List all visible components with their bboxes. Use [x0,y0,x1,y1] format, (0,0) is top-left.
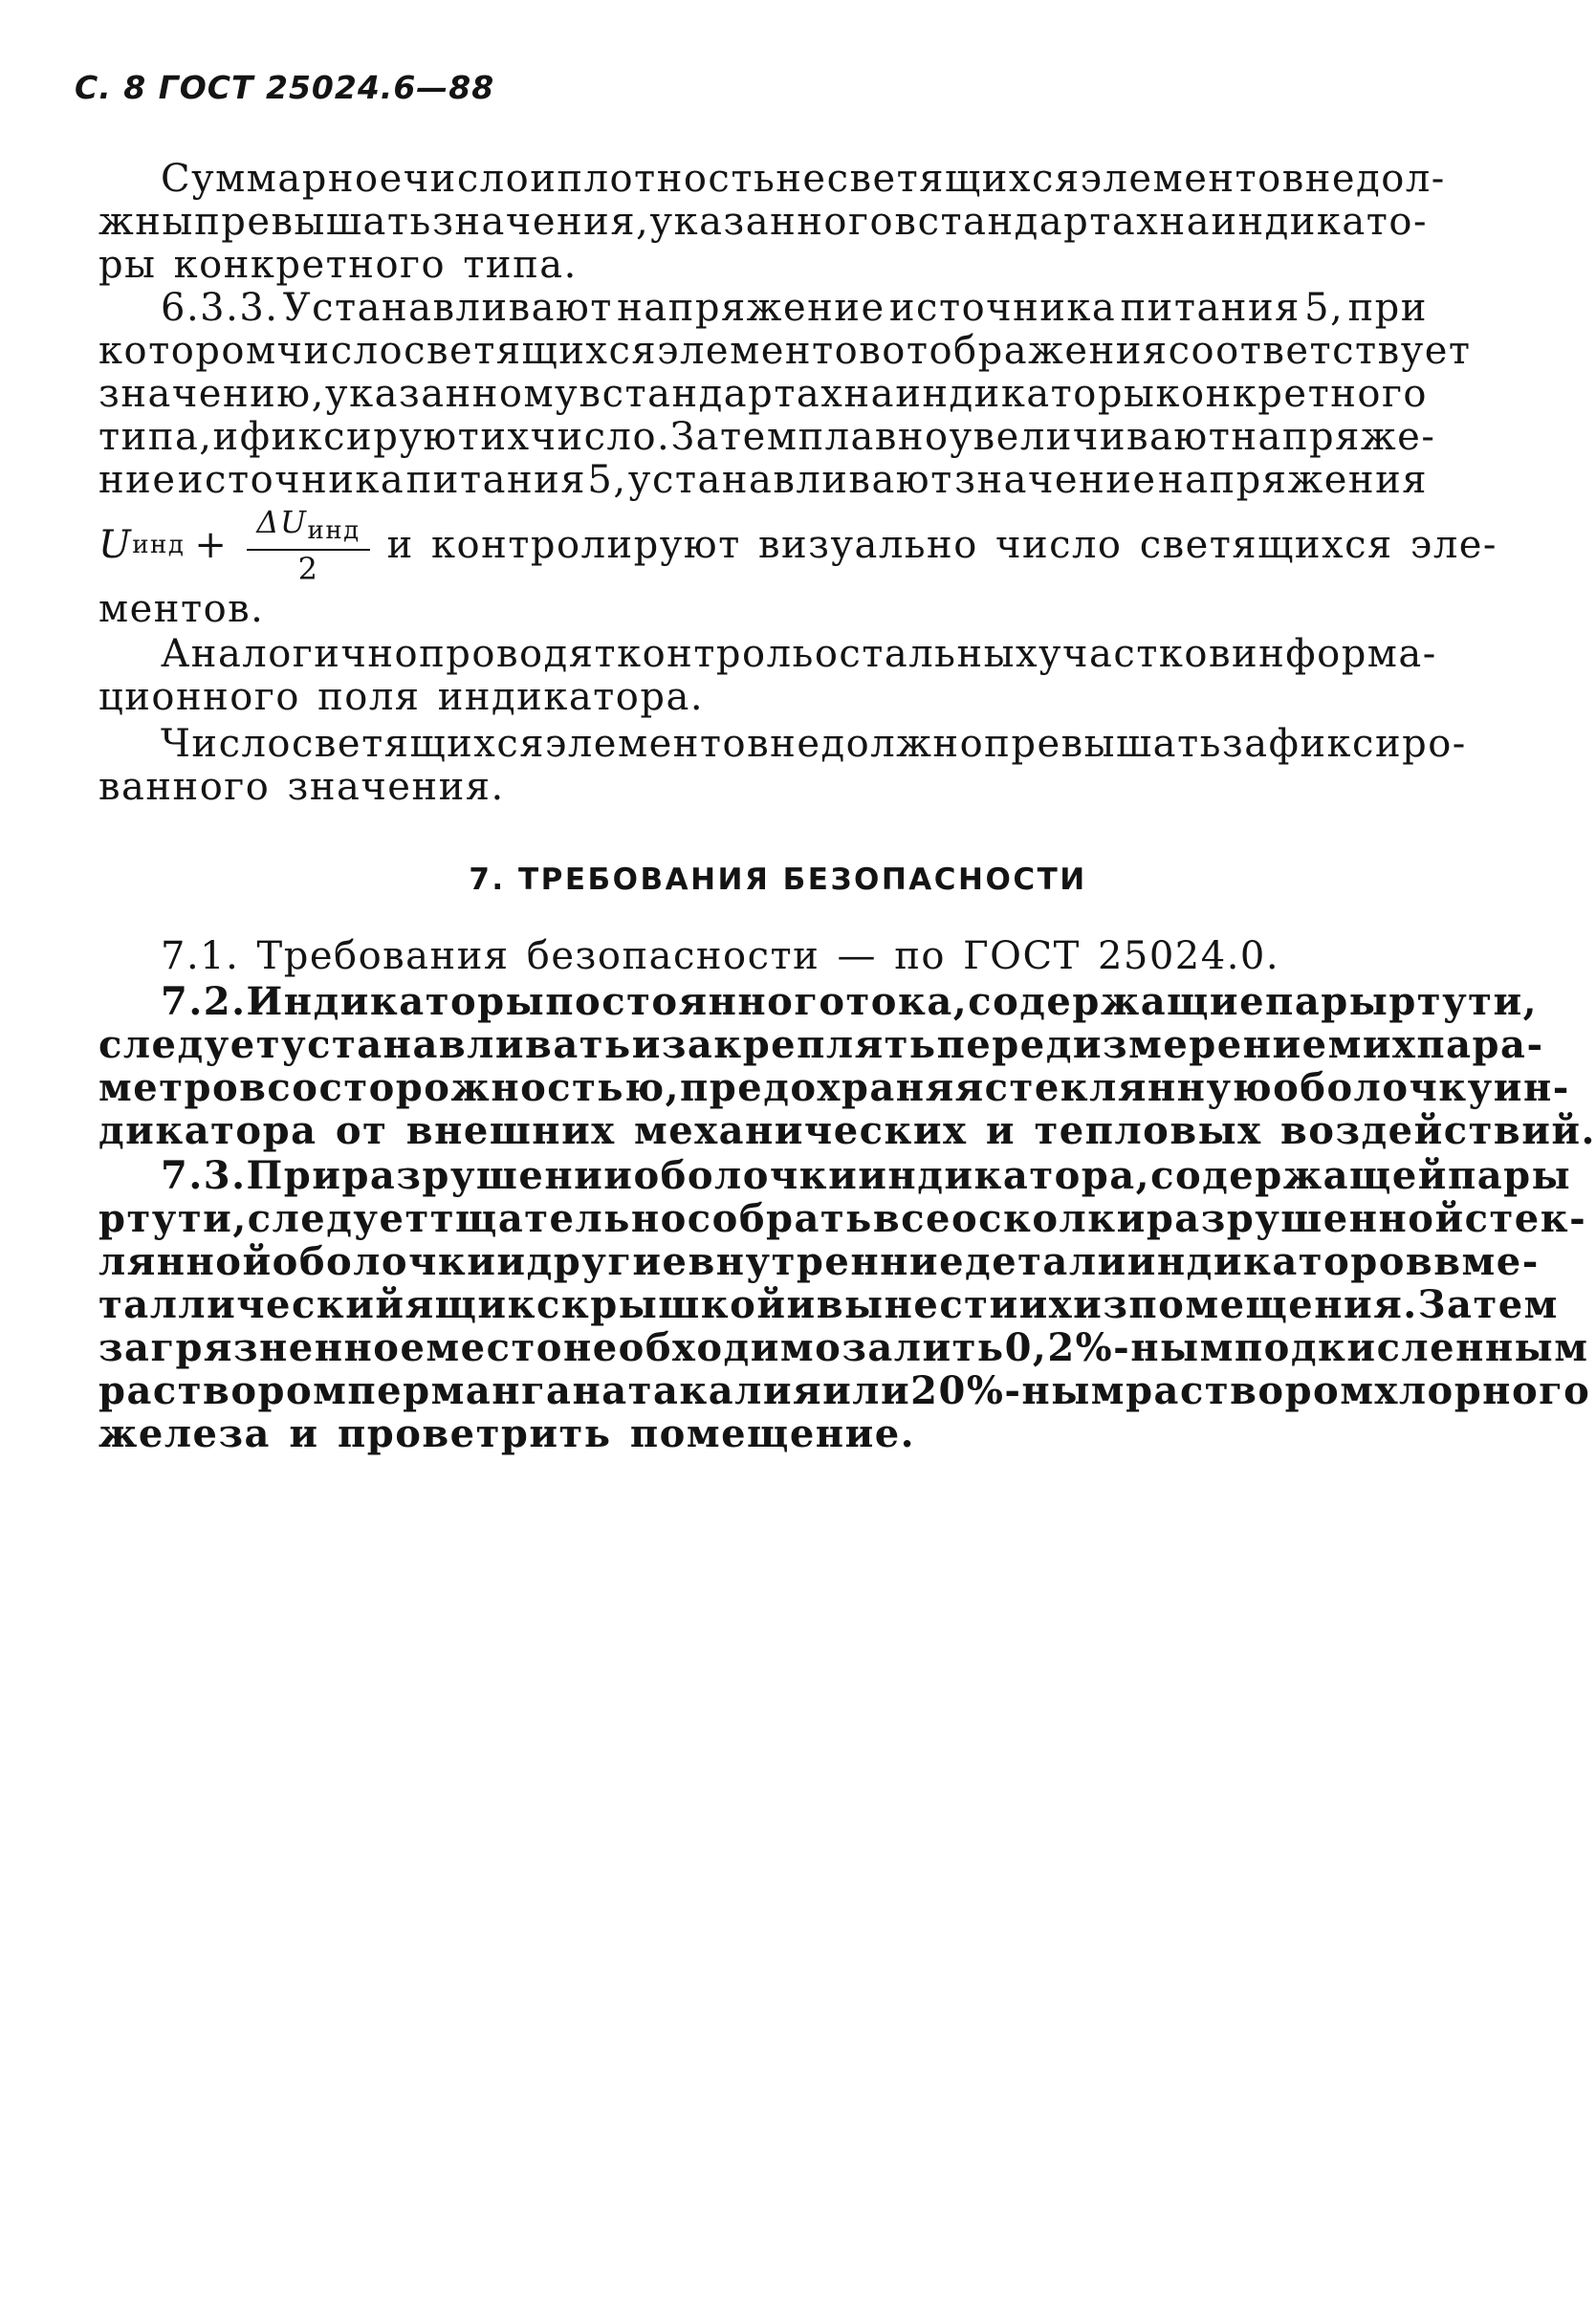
word: проводят [419,632,618,676]
word: разрушенной [1146,1196,1465,1241]
word: раствором [98,1368,348,1413]
word: в [579,372,602,416]
paragraph-7-2 [98,979,1596,1153]
text-line [98,201,1428,244]
text-line [98,1153,1572,1198]
formula-tail-text: и контролируют визуально число светящихся эле- [386,522,1498,567]
word: оболочки [272,1239,497,1284]
word: подкисленным [1234,1325,1589,1370]
formula-u: U [98,522,133,567]
text-line: ванного значения. [98,765,505,809]
word: Индикаторы [246,979,546,1024]
word: или [822,1368,911,1413]
formula-numerator [247,503,369,551]
formula [98,503,387,587]
formula-numerator-text: ΔU [256,503,308,540]
word: Устанавливают [282,286,613,330]
word: светящихся [404,329,658,373]
text-line [98,1239,1540,1284]
word: типа, [98,415,213,459]
word: 7.3. [161,1153,247,1198]
word: индикаторов [1126,1239,1434,1284]
word: 5, [1304,286,1345,330]
word: стек- [1464,1196,1587,1241]
word: следует [98,1022,282,1067]
text-line [98,1022,1544,1067]
word: их [1362,1022,1417,1067]
text-line [98,1065,1570,1110]
word: устанавливают [627,458,953,502]
word: помещения. [1128,1282,1418,1327]
word: конкретного [1155,372,1428,416]
text-line [98,1282,1559,1327]
formula-plus: + [194,522,229,567]
word: не [1304,157,1357,201]
word: Аналогично [161,632,420,676]
word: и [212,415,240,459]
word: пары [1447,1153,1572,1198]
word: стандартах [601,372,844,416]
word: источника [888,286,1117,330]
word: в [894,200,918,244]
word: ние [98,458,177,502]
word: и [631,1022,662,1067]
word: превышать [194,200,432,244]
word: из [1073,1282,1129,1327]
word: с [536,1282,561,1327]
word: фиксируют [239,415,481,459]
text-line [98,157,1446,201]
text-line [98,287,1428,330]
word: закреплять [661,1022,937,1067]
text-line [98,415,1436,459]
word: жны [98,200,194,244]
word: не [770,722,821,766]
formula-fraction [247,503,369,587]
word: лянной [98,1239,273,1284]
word: ртути, [1388,979,1539,1024]
word: участков [1038,632,1232,676]
paragraph-6-3-3 [98,286,1498,631]
word: остальных [814,632,1039,676]
word: превышать [984,722,1222,766]
word: контроль [617,632,815,676]
paragraph-7-1 [98,935,1428,978]
word: Число [161,722,292,766]
word: метров [98,1065,268,1110]
word: плавно [798,415,950,459]
word: пара- [1416,1022,1544,1067]
page-header: С. 8 ГОСТ 25024.6—88 [75,69,495,106]
text-line [98,329,1472,373]
word: содержащей [1150,1153,1448,1198]
word: ртути, [98,1196,248,1241]
word: внутренние [688,1239,966,1284]
word: напряжения [1157,458,1428,502]
word: элементов [544,722,771,766]
text-line [98,979,1539,1024]
word: залить [842,1325,1005,1370]
text-line [98,459,1428,502]
word: стеклянную [984,1065,1274,1110]
text-line [98,373,1428,416]
word: калия [679,1368,823,1413]
section-title: 7. ТРЕБОВАНИЯ БЕЗОПАСНОСТИ [469,862,1087,897]
word: 0,2%-ным [1004,1325,1235,1370]
text-line [98,722,1467,766]
word: информа- [1231,632,1437,676]
word: питания [405,458,586,502]
formula-numerator-subscript: инд [307,515,361,545]
word: тщательно [429,1196,688,1241]
word: осторожностью, [292,1065,681,1110]
word: Затем [670,415,798,459]
word: содержащие [968,979,1266,1024]
word: отображения [882,329,1169,373]
word: их [1018,1282,1074,1327]
word: постоянного [545,979,846,1024]
text-line: 7.1. Требования безопасности — по ГОСТ 25024.0. [161,934,1280,978]
text-line [98,1325,1589,1370]
text-line: ры конкретного типа. [98,243,578,287]
paragraph-7-3 [98,1153,1591,1456]
word: При [246,1153,342,1198]
word: осколки [951,1196,1147,1241]
word: 6.3.3. [161,286,279,330]
formula-denominator: 2 [297,550,319,587]
word: другие [526,1239,689,1284]
word: 7.2. [161,979,247,1024]
word: ме- [1461,1239,1540,1284]
word: собрать [687,1196,873,1241]
word: напряжение [617,286,885,330]
word: с [267,1065,293,1110]
word: указанного [649,200,895,244]
word: и [786,1282,817,1327]
text-line: железа и проветрить помещение. [98,1411,916,1456]
text-line: дикатора от внешних механических и тепловых воздействий. [98,1108,1596,1153]
word: измерением [1072,1022,1363,1067]
word: все [872,1196,951,1241]
word: указанному [325,372,579,416]
text-line [98,1196,1587,1241]
word: ин- [1493,1065,1570,1110]
word: на [1159,200,1212,244]
word: источника [177,458,405,502]
word: значению, [98,372,325,416]
word: зафиксиро- [1221,722,1467,766]
word: элементов [657,329,883,373]
word: оболочку [1273,1065,1494,1110]
word: таллический [98,1282,405,1327]
word: котором [98,329,277,373]
text-line: ционного поля индикатора. [98,675,705,719]
word: индикаторы [895,372,1156,416]
word: число [403,157,531,201]
word: 5, [587,458,627,502]
word: 20%-ным [910,1368,1126,1413]
word: перманганата [347,1368,680,1413]
word: Суммарное [161,157,404,201]
word: и [496,1239,527,1284]
paragraph-intro [98,157,1446,287]
word: светящихся [291,722,545,766]
word: и [530,157,558,201]
word: следует [247,1196,430,1241]
word: раствором [1126,1368,1375,1413]
word: соответствует [1168,329,1472,373]
word: крышкой [560,1282,787,1327]
word: число [276,329,404,373]
word: тока, [845,979,969,1024]
word: хлорного [1374,1368,1591,1413]
word: индикатора, [858,1153,1151,1198]
word: значения, [432,200,650,244]
word: число. [530,415,671,459]
word: пары [1265,979,1389,1024]
word: ящик [404,1282,536,1327]
word: необходимо [562,1325,842,1370]
text-line [98,1368,1591,1413]
word: Затем [1417,1282,1559,1327]
word: значение [954,458,1157,502]
word: плотность [557,157,776,201]
word: дол- [1356,157,1446,201]
word: оболочки [633,1153,859,1198]
word: предохраняя [680,1065,985,1110]
word: перед [936,1022,1073,1067]
formula-line [98,502,1498,588]
word: разрушении [341,1153,634,1198]
word: при [1347,286,1428,330]
paragraph-analog [98,632,1437,719]
word: детали [965,1239,1127,1284]
word: стандартах [917,200,1160,244]
formula-u-subscript: инд [132,530,186,559]
word: индикато- [1211,200,1428,244]
word: питания [1120,286,1301,330]
word: должно [820,722,985,766]
word: вынести [816,1282,1019,1327]
word: несветящихся [776,157,1081,201]
paragraph-count [98,722,1467,809]
text-line [98,632,1437,676]
word: устанавливать [281,1022,632,1067]
word: загрязненное [98,1325,426,1370]
word: на [843,372,895,416]
word: увеличивают [949,415,1232,459]
word: их [480,415,531,459]
word: напряже- [1231,415,1436,459]
word: место [426,1325,563,1370]
text-line: ментов. [98,587,265,631]
word: элементов [1080,157,1305,201]
word: в [1433,1239,1462,1284]
